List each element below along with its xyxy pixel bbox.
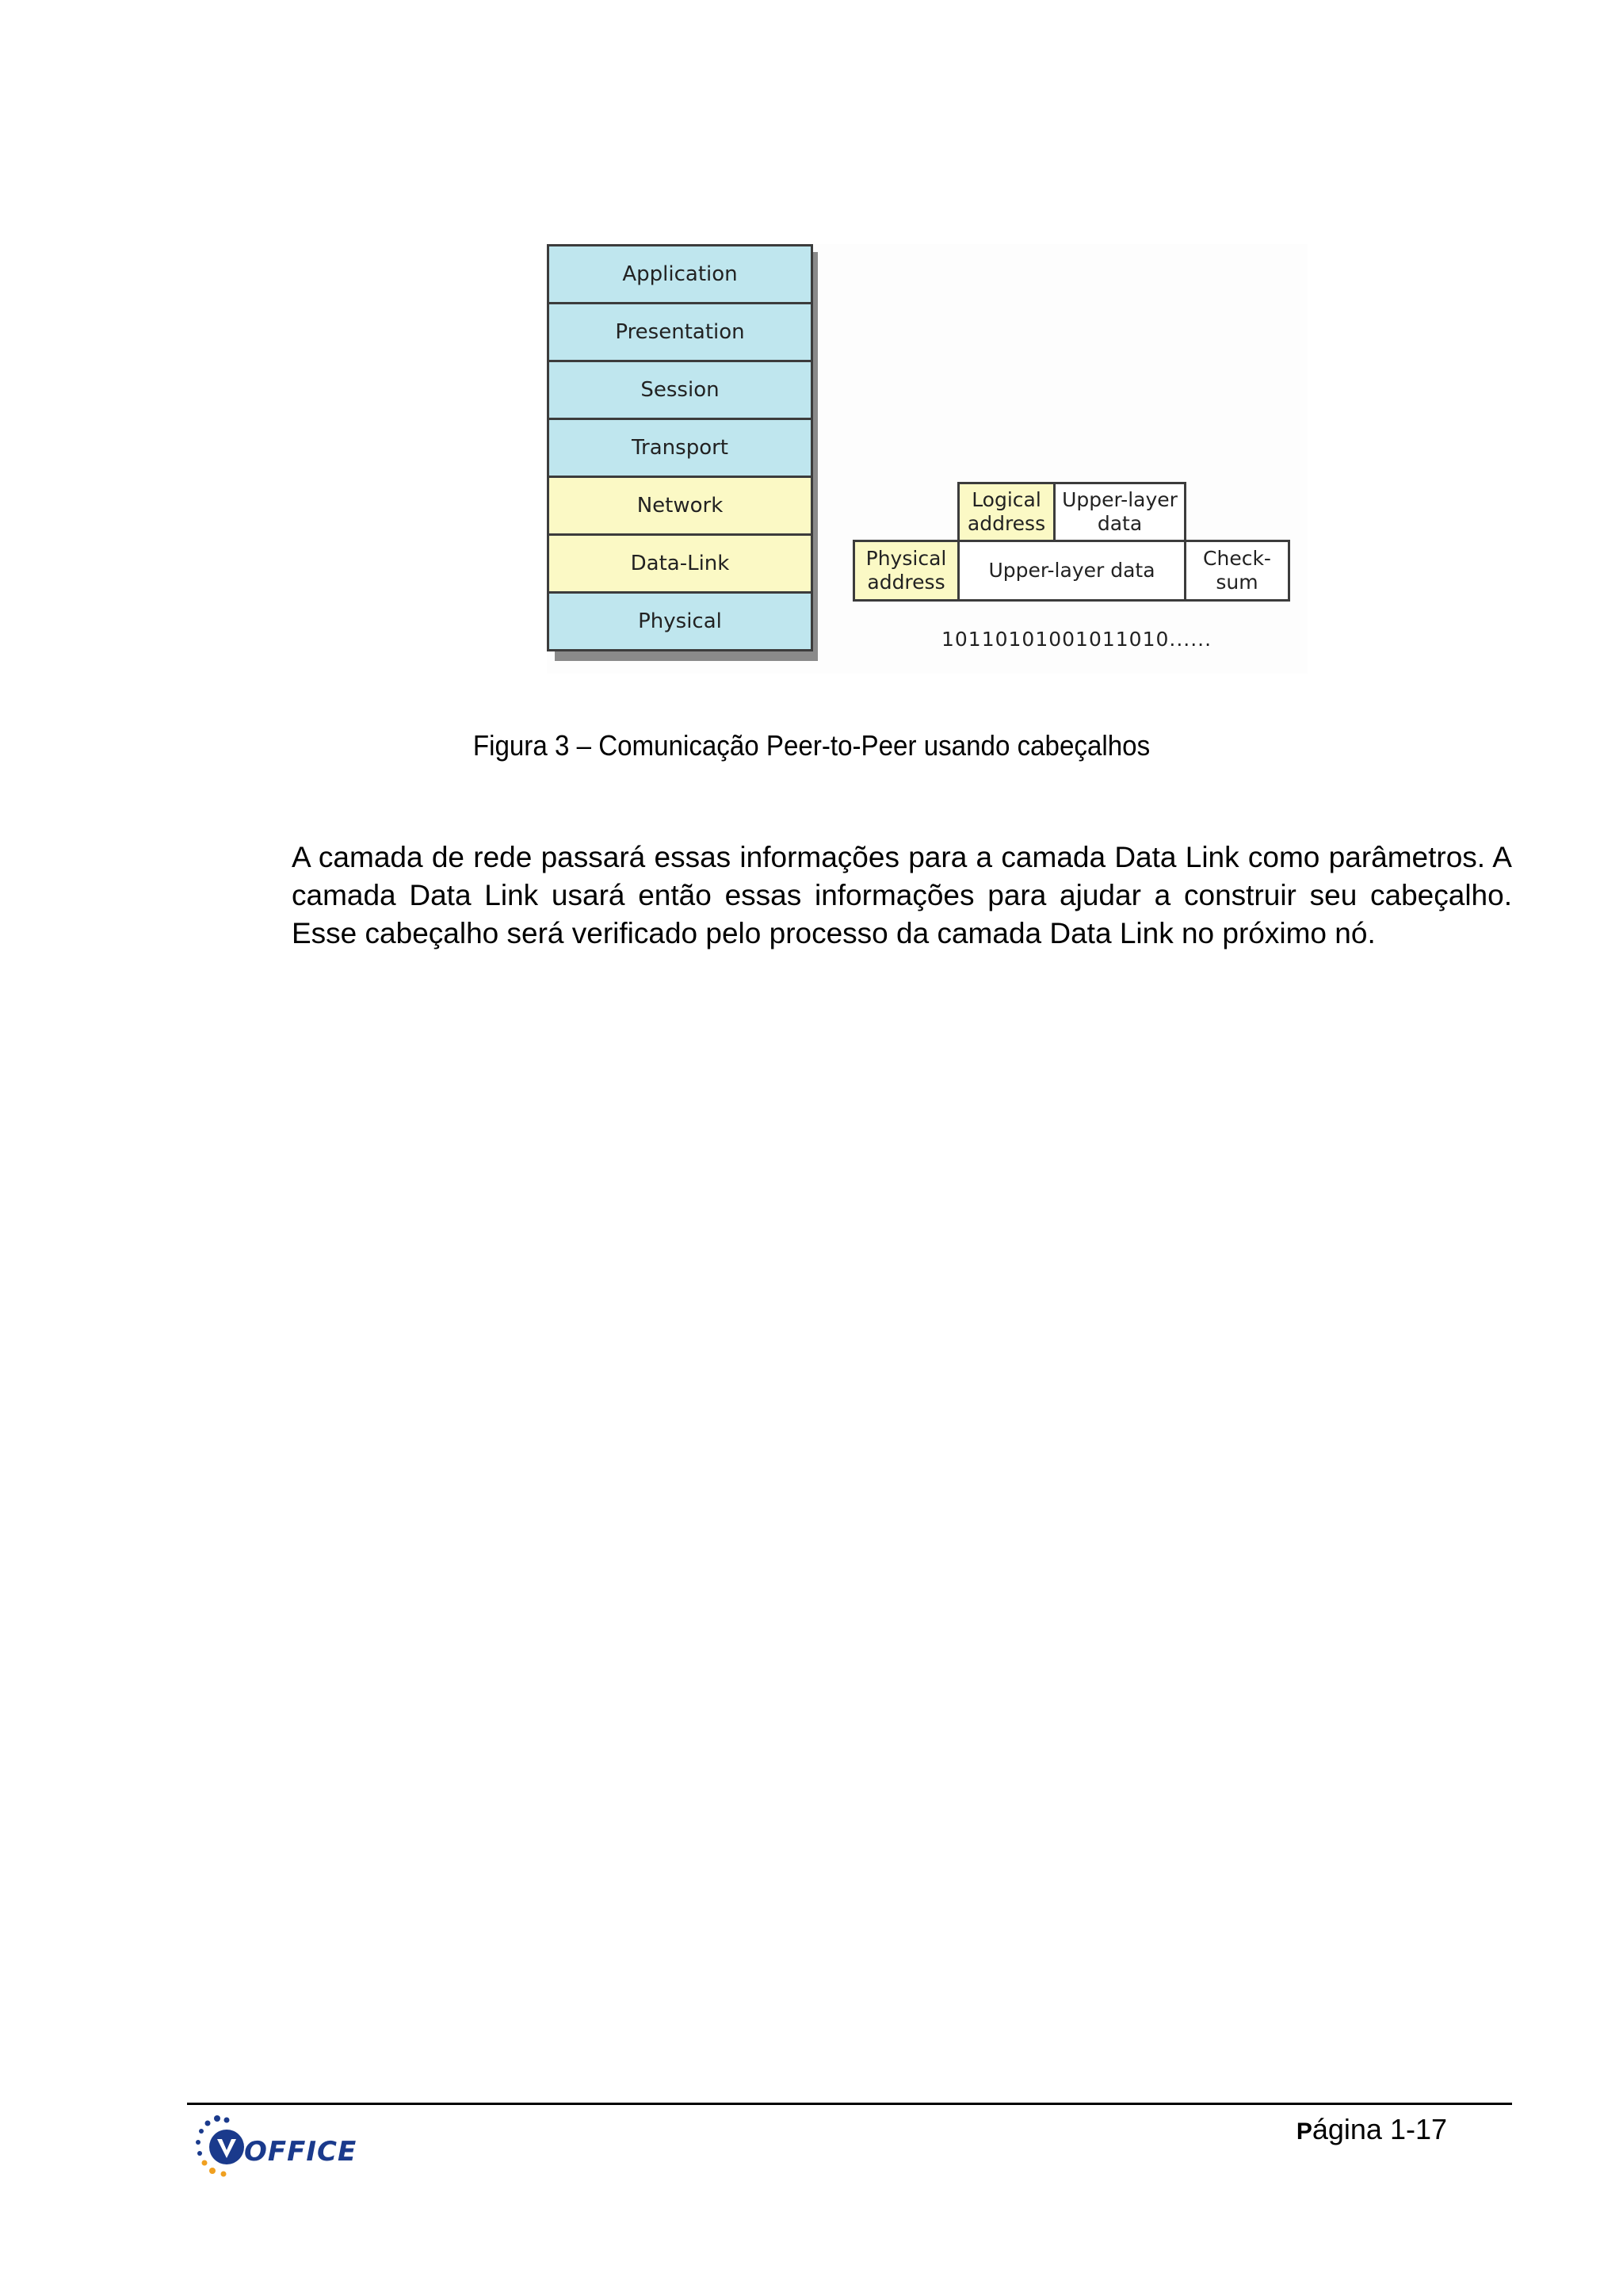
packet-upper-layer-data	[1053, 482, 1186, 542]
osi-figure	[547, 244, 1308, 674]
bit-stream: 10110101001011010......	[941, 628, 1212, 651]
logo-text: OFFICE	[244, 2136, 357, 2168]
figure-caption: Figura 3 – Comunicação Peer-to-Peer usando cabeçalhos	[472, 729, 1151, 762]
voffice-logo	[190, 2112, 365, 2183]
page-number-rest: ágina 1-17	[1312, 2113, 1447, 2145]
frame-upper-layer-data-label: Upper-layer data	[988, 559, 1155, 582]
body-paragraph: A camada de rede passará essas informações para a camada Data Link como parâmetros. A camada Data Link usará então essas informações para ajudar a construir seu cabeçalho. Esse cabeçalho será verificado pelo processo da camada Data Link no próximo nó.	[292, 841, 1512, 949]
layer-session: Session	[549, 362, 811, 418]
frame-physical-address-label: Physical address	[865, 547, 947, 594]
frame-upper-layer-data	[957, 540, 1186, 602]
page-number	[1296, 2113, 1447, 2146]
page-number-prefix: P	[1296, 2118, 1312, 2145]
layer-transport: Transport	[549, 420, 811, 476]
frame-checksum	[1184, 540, 1290, 602]
packet-logical-address-label: Logical address	[967, 488, 1046, 535]
layer-physical: Physical	[549, 594, 811, 649]
footer-rule	[187, 2103, 1512, 2105]
layer-presentation: Presentation	[549, 304, 811, 360]
osi-layer-stack	[547, 244, 813, 651]
frame-checksum-label: Check- sum	[1203, 547, 1271, 594]
packet-logical-address	[957, 482, 1056, 542]
layer-network: Network	[549, 478, 811, 533]
frame-physical-address	[853, 540, 960, 602]
layer-data-link: Data-Link	[549, 536, 811, 591]
packet-upper-layer-data-label: Upper-layer data	[1062, 488, 1178, 535]
layer-application: Application	[549, 246, 811, 302]
